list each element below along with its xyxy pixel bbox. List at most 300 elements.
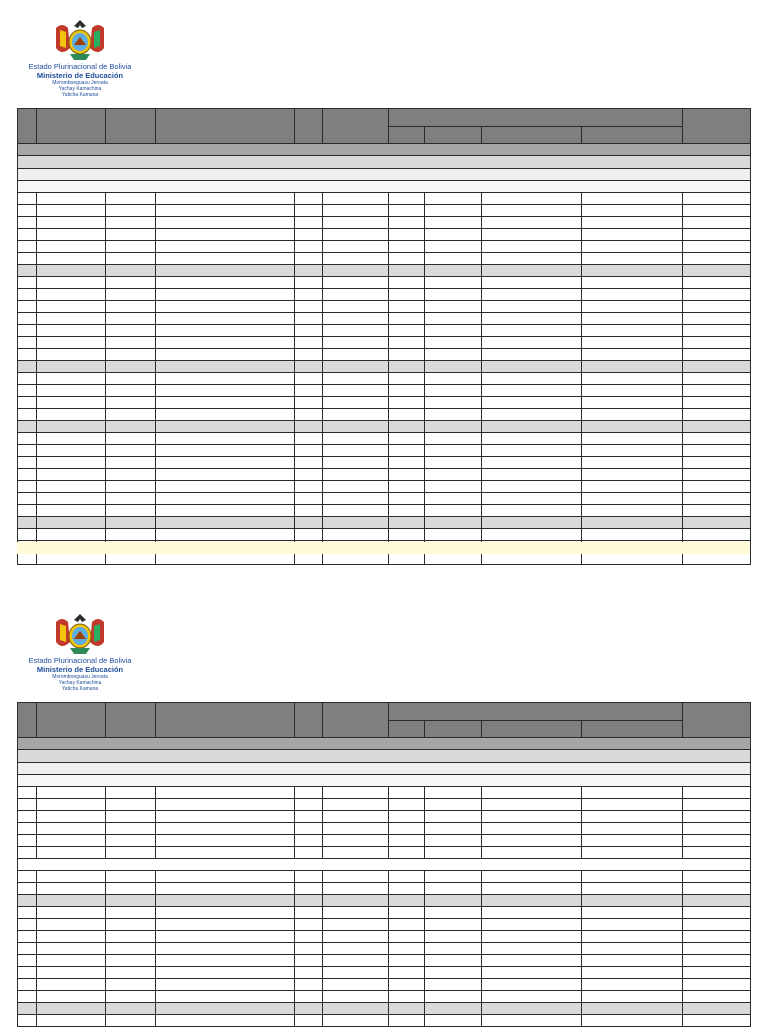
table-cell — [323, 409, 389, 421]
table-cell — [683, 385, 751, 397]
table-cell — [323, 823, 389, 835]
table-cell — [389, 241, 425, 253]
table-row — [18, 943, 751, 955]
table-cell — [156, 907, 295, 919]
table-row — [18, 373, 751, 385]
table-row — [18, 1015, 751, 1027]
logo-motto-2: Yachay Kamachina — [58, 86, 102, 92]
table-cell — [323, 517, 389, 529]
table-row — [18, 823, 751, 835]
table-cell — [389, 313, 425, 325]
table-cell — [37, 919, 106, 931]
header-group-cell — [389, 703, 683, 721]
table-cell — [683, 799, 751, 811]
table-cell — [425, 373, 482, 385]
table-cell — [295, 481, 323, 493]
table-cell — [156, 895, 295, 907]
table-cell — [425, 787, 482, 799]
table-cell — [683, 835, 751, 847]
table-cell — [106, 907, 156, 919]
ministry-logo — [22, 18, 138, 98]
table-cell — [37, 883, 106, 895]
table-cell — [482, 469, 582, 481]
table-cell — [425, 967, 482, 979]
table-cell — [482, 895, 582, 907]
table-cell — [18, 505, 37, 517]
section-band — [18, 775, 751, 787]
table-cell — [156, 799, 295, 811]
table-cell — [425, 991, 482, 1003]
table-cell — [323, 289, 389, 301]
table-cell — [482, 409, 582, 421]
table-cell — [156, 349, 295, 361]
table-cell — [425, 529, 482, 541]
table-cell — [425, 457, 482, 469]
table-cell — [18, 241, 37, 253]
table-cell — [425, 517, 482, 529]
header-subcell — [482, 127, 582, 144]
table-cell — [425, 481, 482, 493]
table-cell — [156, 469, 295, 481]
table-cell — [582, 433, 683, 445]
table-row — [18, 919, 751, 931]
header-subcell — [482, 721, 582, 738]
table-cell — [37, 373, 106, 385]
table-cell — [106, 205, 156, 217]
table-cell — [482, 397, 582, 409]
logo-motto-2: Yachay Kamachina — [58, 680, 102, 686]
table-cell — [683, 433, 751, 445]
table-cell — [37, 469, 106, 481]
table-cell — [582, 397, 683, 409]
header-cell — [37, 109, 106, 144]
table-cell — [389, 979, 425, 991]
table-row — [18, 289, 751, 301]
table-cell — [37, 895, 106, 907]
table-cell — [18, 421, 37, 433]
header-cell — [683, 109, 751, 144]
table-cell — [156, 991, 295, 1003]
table-cell — [37, 943, 106, 955]
table-cell — [582, 931, 683, 943]
table-cell — [389, 799, 425, 811]
table-cell — [106, 301, 156, 313]
table-cell — [323, 469, 389, 481]
section-band — [18, 181, 751, 193]
table-cell — [683, 361, 751, 373]
table-cell — [106, 1003, 156, 1015]
table-cell — [389, 823, 425, 835]
header-subcell — [389, 721, 425, 738]
table-cell — [106, 799, 156, 811]
table-cell — [295, 397, 323, 409]
table-cell — [582, 967, 683, 979]
table-cell — [425, 337, 482, 349]
table-cell — [18, 445, 37, 457]
table-cell — [389, 895, 425, 907]
table-cell — [482, 931, 582, 943]
table-cell — [37, 1015, 106, 1027]
table-cell — [582, 907, 683, 919]
table-cell — [482, 217, 582, 229]
table-row — [18, 241, 751, 253]
table-cell — [18, 919, 37, 931]
table-cell — [425, 883, 482, 895]
table-cell — [18, 313, 37, 325]
table-cell — [482, 955, 582, 967]
logo-motto-1: Moromboeguasu Jeroata — [52, 674, 108, 680]
table-cell — [295, 895, 323, 907]
table-cell — [156, 979, 295, 991]
table-cell — [37, 385, 106, 397]
header-cell — [156, 703, 295, 738]
table-cell — [482, 193, 582, 205]
table-cell — [18, 787, 37, 799]
table-cell — [389, 943, 425, 955]
table-row — [18, 349, 751, 361]
header-group-cell — [389, 109, 683, 127]
table-cell — [683, 301, 751, 313]
table-cell — [295, 217, 323, 229]
table-cell — [106, 265, 156, 277]
table-cell — [582, 229, 683, 241]
table-cell — [37, 931, 106, 943]
table-cell — [683, 217, 751, 229]
table-cell — [482, 1015, 582, 1027]
table-cell — [482, 361, 582, 373]
table-cell — [295, 313, 323, 325]
table-cell — [482, 421, 582, 433]
table-cell — [482, 385, 582, 397]
table-cell — [389, 361, 425, 373]
table-cell — [582, 325, 683, 337]
table-cell — [323, 811, 389, 823]
table-cell — [323, 325, 389, 337]
table-cell — [37, 289, 106, 301]
table-cell — [425, 409, 482, 421]
table-cell — [37, 397, 106, 409]
table-cell — [425, 823, 482, 835]
table-cell — [295, 553, 323, 565]
table-cell — [156, 277, 295, 289]
table-cell — [37, 409, 106, 421]
table-row — [18, 205, 751, 217]
section-band — [18, 750, 751, 763]
table-cell — [425, 919, 482, 931]
table-row — [18, 931, 751, 943]
table-cell — [323, 505, 389, 517]
table-cell — [683, 967, 751, 979]
table-cell — [37, 787, 106, 799]
table-cell — [156, 373, 295, 385]
table-cell — [156, 529, 295, 541]
table-cell — [156, 313, 295, 325]
table-cell — [425, 301, 482, 313]
table-row — [18, 337, 751, 349]
table-cell — [683, 811, 751, 823]
table-cell — [323, 553, 389, 565]
table-cell — [18, 871, 37, 883]
table-cell — [106, 349, 156, 361]
table-cell — [683, 1015, 751, 1027]
table-cell — [37, 481, 106, 493]
header-subcell — [582, 721, 683, 738]
table-cell — [482, 229, 582, 241]
table-cell — [425, 1003, 482, 1015]
table-cell — [323, 421, 389, 433]
table-cell — [482, 823, 582, 835]
table-cell — [18, 289, 37, 301]
table-cell — [425, 217, 482, 229]
table-cell — [683, 457, 751, 469]
table-cell — [425, 871, 482, 883]
table-cell — [582, 373, 683, 385]
table-cell — [389, 967, 425, 979]
table-cell — [582, 265, 683, 277]
table-cell — [389, 847, 425, 859]
table-cell — [389, 433, 425, 445]
table-cell — [295, 277, 323, 289]
table-row — [18, 385, 751, 397]
table-cell — [683, 469, 751, 481]
table-cell — [389, 955, 425, 967]
logo-motto-1: Moromboeguasu Jeroata — [52, 80, 108, 86]
table-cell — [323, 349, 389, 361]
table-cell — [156, 361, 295, 373]
table-cell — [18, 799, 37, 811]
table-row — [18, 445, 751, 457]
table-cell — [582, 337, 683, 349]
table-cell — [582, 955, 683, 967]
table-cell — [582, 253, 683, 265]
table-cell — [582, 349, 683, 361]
table-cell — [106, 481, 156, 493]
table-cell — [323, 1015, 389, 1027]
table-cell — [482, 481, 582, 493]
table-cell — [323, 193, 389, 205]
table-cell — [156, 217, 295, 229]
table-cell — [18, 979, 37, 991]
table-cell — [106, 325, 156, 337]
table-cell — [295, 253, 323, 265]
table-cell — [389, 409, 425, 421]
table-cell — [106, 457, 156, 469]
table-cell — [425, 979, 482, 991]
table-cell — [106, 505, 156, 517]
table-cell — [425, 313, 482, 325]
table-cell — [106, 373, 156, 385]
table-cell — [683, 883, 751, 895]
table-cell — [582, 457, 683, 469]
table-cell — [106, 337, 156, 349]
table-row — [18, 799, 751, 811]
table-cell — [37, 517, 106, 529]
table-cell — [323, 991, 389, 1003]
table-cell — [389, 517, 425, 529]
table-cell — [295, 505, 323, 517]
table-cell — [156, 445, 295, 457]
table-cell — [323, 955, 389, 967]
table-row — [18, 787, 751, 799]
table-row — [18, 457, 751, 469]
table-cell — [482, 907, 582, 919]
table-cell — [295, 835, 323, 847]
table-cell — [425, 421, 482, 433]
table-row — [18, 811, 751, 823]
table-cell — [683, 991, 751, 1003]
table-cell — [482, 205, 582, 217]
section-band — [18, 738, 751, 750]
table-cell — [18, 859, 751, 871]
header-cell — [323, 703, 389, 738]
header-cell — [18, 109, 37, 144]
table-cell — [106, 967, 156, 979]
table-cell — [482, 967, 582, 979]
table-cell — [106, 253, 156, 265]
table-cell — [323, 253, 389, 265]
table-cell — [582, 469, 683, 481]
table-cell — [582, 385, 683, 397]
table-cell — [295, 373, 323, 385]
table-cell — [582, 505, 683, 517]
table-cell — [106, 409, 156, 421]
table-cell — [106, 241, 156, 253]
table-cell — [156, 1003, 295, 1015]
table-cell — [425, 229, 482, 241]
table-row — [18, 229, 751, 241]
table-cell — [683, 325, 751, 337]
table-cell — [106, 883, 156, 895]
table-cell — [156, 337, 295, 349]
table-cell — [482, 553, 582, 565]
table-cell — [18, 265, 37, 277]
table-row — [18, 871, 751, 883]
table-cell — [323, 313, 389, 325]
coat-of-arms-icon — [52, 612, 108, 656]
table-cell — [156, 931, 295, 943]
table-cell — [389, 229, 425, 241]
table-cell — [482, 241, 582, 253]
table-cell — [295, 1003, 323, 1015]
table-cell — [683, 871, 751, 883]
table-cell — [389, 469, 425, 481]
table-cell — [425, 385, 482, 397]
table-cell — [156, 847, 295, 859]
table-cell — [37, 505, 106, 517]
table-cell — [683, 553, 751, 565]
logo-state-name: Estado Plurinacional de Bolivia — [28, 656, 132, 665]
table-cell — [295, 361, 323, 373]
table-cell — [389, 421, 425, 433]
header-cell — [683, 703, 751, 738]
table-cell — [295, 265, 323, 277]
table-cell — [582, 361, 683, 373]
table-cell — [18, 493, 37, 505]
table-cell — [37, 277, 106, 289]
table-cell — [389, 481, 425, 493]
table-cell — [106, 553, 156, 565]
shaded-row — [18, 517, 751, 529]
table-cell — [156, 835, 295, 847]
table-cell — [156, 265, 295, 277]
table-cell — [482, 349, 582, 361]
table-cell — [389, 835, 425, 847]
table-cell — [683, 421, 751, 433]
table-cell — [37, 955, 106, 967]
shaded-row — [18, 421, 751, 433]
header-cell — [37, 703, 106, 738]
table-cell — [37, 193, 106, 205]
table-cell — [18, 517, 37, 529]
table-cell — [295, 823, 323, 835]
table-cell — [18, 823, 37, 835]
table-cell — [425, 397, 482, 409]
table-cell — [37, 301, 106, 313]
table-cell — [18, 409, 37, 421]
table-cell — [323, 481, 389, 493]
table-cell — [425, 799, 482, 811]
table-cell — [482, 811, 582, 823]
table-cell — [18, 205, 37, 217]
table-cell — [295, 1015, 323, 1027]
data-table-1 — [17, 108, 751, 565]
table-cell — [156, 325, 295, 337]
table-cell — [106, 445, 156, 457]
table-cell — [482, 289, 582, 301]
table-cell — [295, 241, 323, 253]
table-cell — [425, 835, 482, 847]
table-cell — [482, 505, 582, 517]
table-cell — [295, 931, 323, 943]
table-cell — [18, 229, 37, 241]
table-cell — [106, 517, 156, 529]
section-band — [18, 156, 751, 169]
table-cell — [37, 967, 106, 979]
table-cell — [425, 325, 482, 337]
table-row — [18, 529, 751, 541]
table-cell — [323, 835, 389, 847]
table-cell — [425, 349, 482, 361]
table-cell — [582, 217, 683, 229]
table-cell — [582, 493, 683, 505]
table-cell — [323, 871, 389, 883]
table-cell — [18, 967, 37, 979]
table-cell — [156, 787, 295, 799]
table-cell — [323, 847, 389, 859]
table-cell — [683, 787, 751, 799]
table-cell — [106, 847, 156, 859]
table-cell — [37, 253, 106, 265]
table-cell — [156, 1015, 295, 1027]
table-cell — [156, 517, 295, 529]
table-cell — [156, 481, 295, 493]
table-cell — [295, 493, 323, 505]
table-cell — [156, 289, 295, 301]
table-cell — [106, 385, 156, 397]
table-cell — [582, 445, 683, 457]
table-cell — [156, 409, 295, 421]
logo-state-name: Estado Plurinacional de Bolivia — [28, 62, 132, 71]
table-cell — [683, 277, 751, 289]
table-cell — [37, 217, 106, 229]
table-row — [18, 883, 751, 895]
table-cell — [18, 457, 37, 469]
table-cell — [18, 991, 37, 1003]
table-cell — [582, 883, 683, 895]
table-cell — [37, 337, 106, 349]
table-cell — [18, 835, 37, 847]
table-cell — [323, 907, 389, 919]
